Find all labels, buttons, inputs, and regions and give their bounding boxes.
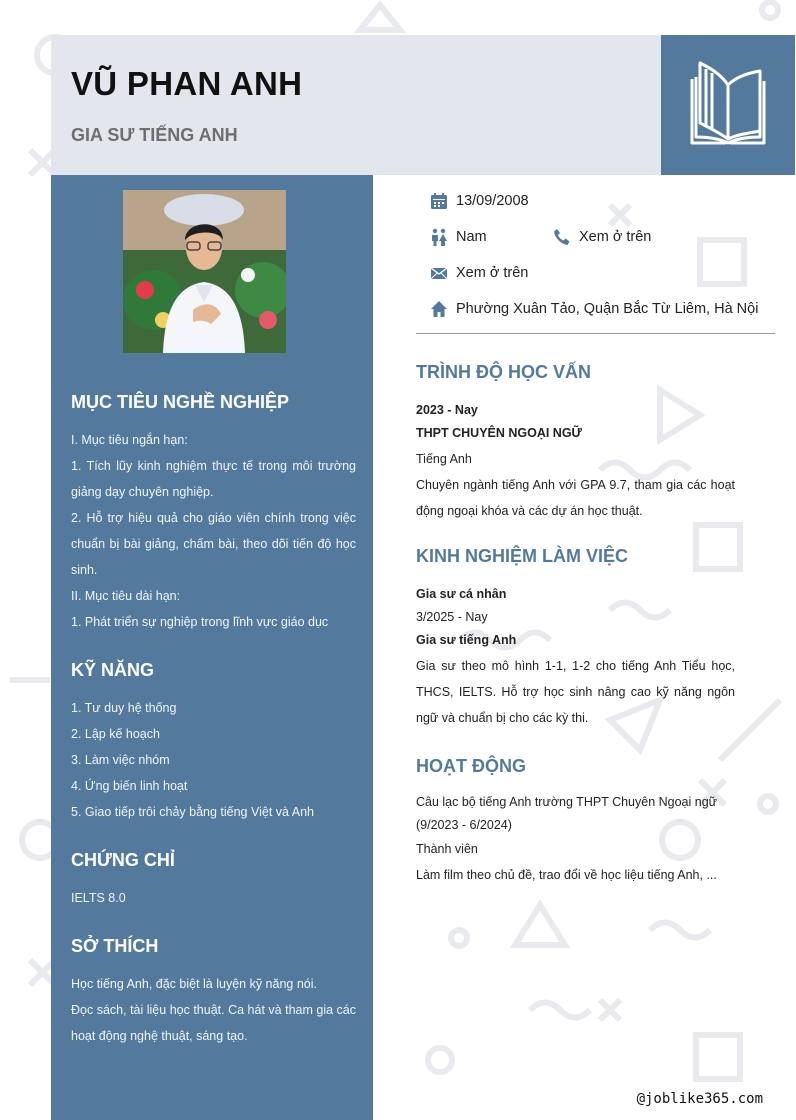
skills-list — [71, 695, 356, 825]
objective-line: 1. Phát triển sự nghiệp trong lĩnh vực giáo dục — [71, 615, 329, 629]
contact-divider — [416, 333, 775, 334]
experience-heading: KINH NGHIỆM LÀM VIỆC — [416, 546, 629, 566]
skill-item: 4. Ứng biến linh hoạt — [71, 779, 188, 793]
education-entry — [416, 397, 735, 524]
skill-item: 3. Làm việc nhóm — [71, 753, 170, 767]
education-major: Tiếng Anh — [416, 452, 472, 466]
gender-value: Nam — [456, 229, 487, 245]
job-title: GIA SƯ TIẾNG ANH — [71, 125, 238, 145]
certificates-heading: CHỨNG CHỈ — [71, 850, 175, 870]
certificates-list — [71, 885, 356, 911]
sidebar — [51, 175, 373, 1120]
activities-heading: HOẠT ĐỘNG — [416, 756, 526, 776]
footer-watermark: @joblike365.com — [636, 1091, 763, 1107]
objective-line: I. Mục tiêu ngắn hạn: — [71, 433, 188, 447]
hobbies-text — [71, 971, 356, 1049]
profile-photo — [123, 190, 286, 353]
phone-row — [553, 228, 651, 246]
dob-row — [430, 192, 529, 210]
main-content — [373, 175, 796, 1120]
hobby-line: Đọc sách, tài liệu học thuật. Ca hát và tham gia các hoạt động nghệ thuật, sáng tạo. — [71, 1003, 356, 1043]
home-icon — [430, 300, 448, 318]
gender-row — [430, 228, 487, 246]
education-heading: TRÌNH ĐỘ HỌC VẤN — [416, 362, 591, 382]
activity-organization: Câu lạc bộ tiếng Anh trường THPT Chuyên Ngoại ngữ — [416, 795, 718, 809]
activity-description: Làm film theo chủ đề, trao đổi về học liệu tiếng Anh, ... — [416, 868, 717, 882]
header-icon-box — [661, 35, 795, 175]
email-icon — [430, 264, 448, 282]
activity-period: (9/2023 - 6/2024) — [416, 818, 512, 832]
activities-entry — [416, 791, 735, 887]
dob-value: 13/09/2008 — [456, 193, 529, 209]
experience-description: Gia sư theo mô hình 1-1, 1-2 cho tiếng Anh Tiểu học, THCS, IELTS. Hỗ trợ học sinh nâng cao kỹ năng ngôn ngữ và chuẩn bị cho các kỳ thi. — [416, 659, 735, 725]
phone-icon — [553, 228, 571, 246]
header — [51, 35, 661, 175]
email-value: Xem ở trên — [456, 265, 529, 281]
objective-line: 1. Tích lũy kinh nghiệm thực tế trong môi trường giảng dạy chuyên nghiệp. — [71, 459, 356, 499]
experience-entry — [416, 581, 735, 731]
education-description: Chuyên ngành tiếng Anh với GPA 9.7, tham gia các hoạt động ngoại khóa và các dự án học thuật. — [416, 478, 735, 518]
candidate-name: VŨ PHAN ANH — [71, 65, 303, 102]
experience-period: 3/2025 - Nay — [416, 610, 488, 624]
skill-item: 1. Tư duy hệ thống — [71, 701, 177, 715]
skill-item: 5. Giao tiếp trôi chảy bằng tiếng Việt và Anh — [71, 805, 314, 819]
hobby-line: Học tiếng Anh, đặc biệt là luyện kỹ năng nói. — [71, 977, 317, 991]
experience-position: Gia sư tiếng Anh — [416, 633, 517, 647]
activity-role: Thành viên — [416, 842, 478, 856]
email-row — [430, 264, 528, 282]
skill-item: 2. Lập kế hoạch — [71, 727, 160, 741]
experience-company: Gia sư cá nhân — [416, 587, 507, 601]
address-row — [430, 300, 758, 318]
gender-icon — [430, 228, 448, 246]
objective-line: 2. Hỗ trợ hiệu quả cho giáo viên chính trong việc chuẩn bị bài giảng, chấm bài, theo dõi tiến độ học sinh. — [71, 511, 356, 577]
calendar-icon — [430, 192, 448, 210]
phone-value: Xem ở trên — [579, 229, 652, 245]
address-value: Phường Xuân Tảo, Quận Bắc Từ Liêm, Hà Nội — [456, 301, 759, 317]
skills-heading: KỸ NĂNG — [71, 660, 155, 680]
objective-text — [71, 427, 356, 635]
objective-heading: MỤC TIÊU NGHỀ NGHIỆP — [71, 392, 290, 412]
certificate-item: IELTS 8.0 — [71, 891, 126, 905]
education-school: THPT CHUYÊN NGOẠI NGỮ — [416, 426, 582, 440]
objective-line: II. Mục tiêu dài hạn: — [71, 589, 181, 603]
hobbies-heading: SỞ THÍCH — [71, 936, 159, 956]
open-book-icon — [680, 57, 776, 153]
education-period: 2023 - Nay — [416, 403, 478, 417]
